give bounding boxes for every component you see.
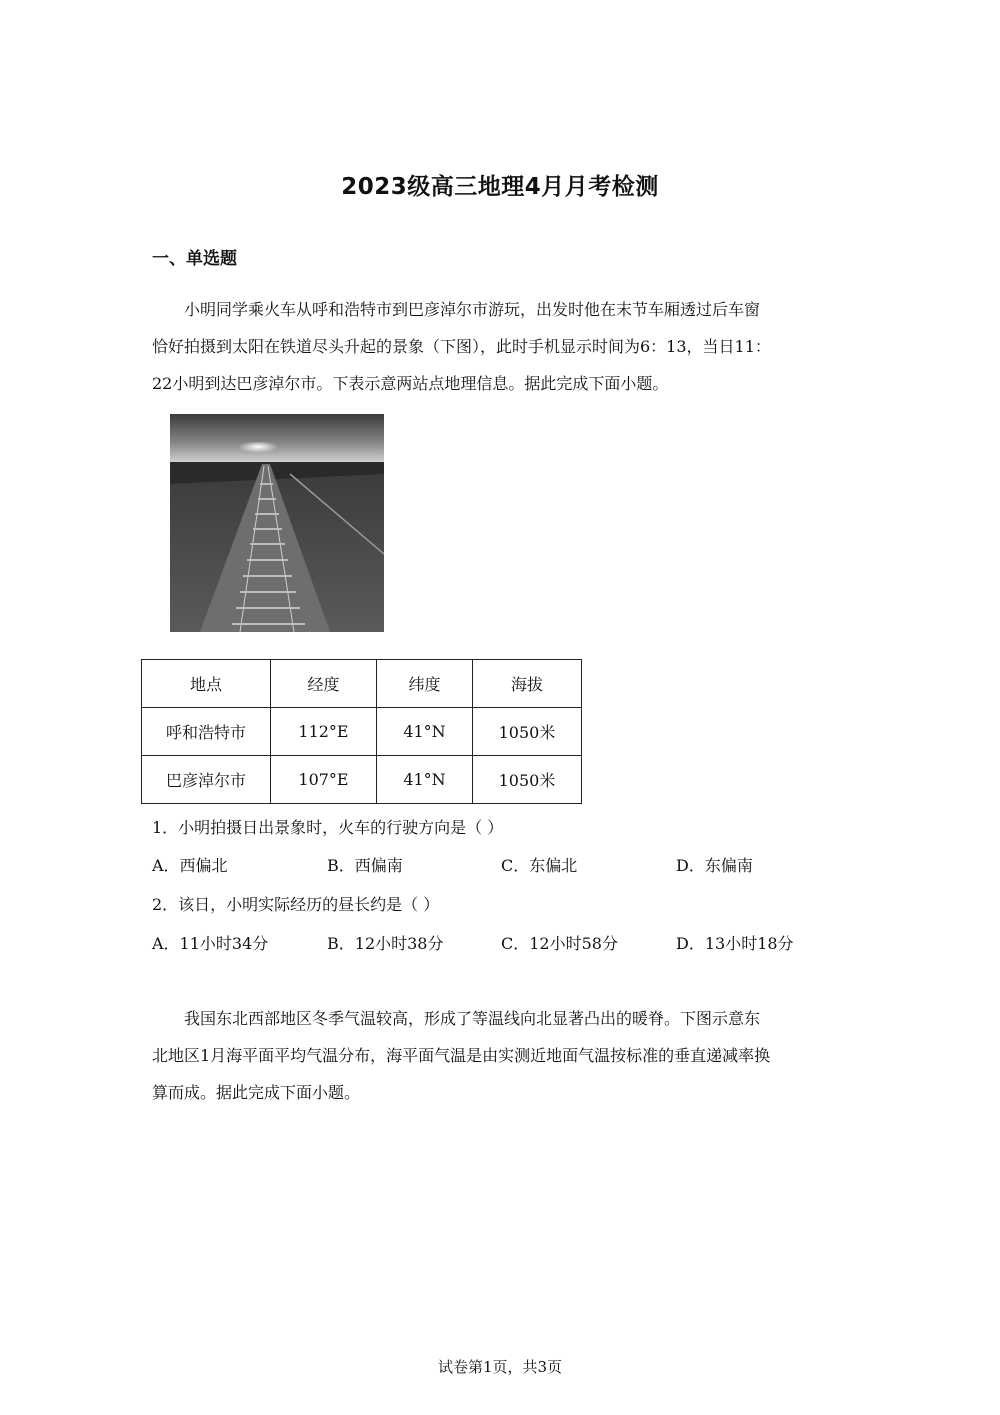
question-1-stem: 1．小明拍摄日出景象时，火车的行驶方向是（ ） [152,818,504,837]
passage-1 [152,291,842,402]
question-1-option-b[interactable]: B．西偏南 [327,856,403,875]
passage-2 [152,1000,842,1111]
passage-2-line: 我国东北西部地区冬季气温较高，形成了等温线向北显著凸出的暖脊。下图示意东 [184,1009,761,1028]
section-title: 一、单选题 [152,249,237,269]
page-title: 2023级高三地理4月月考检测 [341,174,659,200]
passage-2-line: 北地区1月海平面平均气温分布，海平面气温是由实测近地面气温按标准的垂直递减率换 [152,1046,771,1065]
table-cell: 107°E [271,756,377,804]
table-cell: 巴彦淖尔市 [142,756,271,804]
passage-1-line: 22小明到达巴彦淖尔市。下表示意两站点地理信息。据此完成下面小题。 [152,374,669,393]
passage-1-line: 小明同学乘火车从呼和浩特市到巴彦淖尔市游玩，出发时他在末节车厢透过后车窗 [184,300,761,319]
table-cell: 1050米 [473,756,582,804]
table-row [142,708,582,756]
question-1-option-d[interactable]: D．东偏南 [676,856,753,875]
table-header: 纬度 [377,660,473,708]
table-row [142,756,582,804]
passage-1-line: 恰好拍摄到太阳在铁道尽头升起的景象（下图），此时手机显示时间为6：13，当日11： [152,337,771,356]
table-cell: 41°N [377,756,473,804]
page-footer: 试卷第1页，共3页 [437,1358,563,1376]
question-1-option-a[interactable]: A．西偏北 [152,856,228,875]
question-1-option-c[interactable]: C．东偏北 [501,856,578,875]
passage-2-line: 算而成。据此完成下面小题。 [152,1083,361,1102]
question-2-option-b[interactable]: B．12小时38分 [327,934,444,953]
table-cell: 呼和浩特市 [142,708,271,756]
table-cell: 112°E [271,708,377,756]
question-2-option-a[interactable]: A．11小时34分 [152,934,269,953]
table-cell: 41°N [377,708,473,756]
table-cell: 1050米 [473,708,582,756]
table-header-row [142,660,582,708]
question-2-option-c[interactable]: C．12小时58分 [501,934,618,953]
table-header: 海拔 [473,660,582,708]
question-2-option-d[interactable]: D．13小时18分 [676,934,794,953]
table-header: 地点 [142,660,271,708]
railway-sunrise-photo [170,414,384,632]
table-header: 经度 [271,660,377,708]
question-2-stem: 2．该日，小明实际经历的昼长约是（ ） [152,895,440,914]
station-info-table [141,659,582,804]
